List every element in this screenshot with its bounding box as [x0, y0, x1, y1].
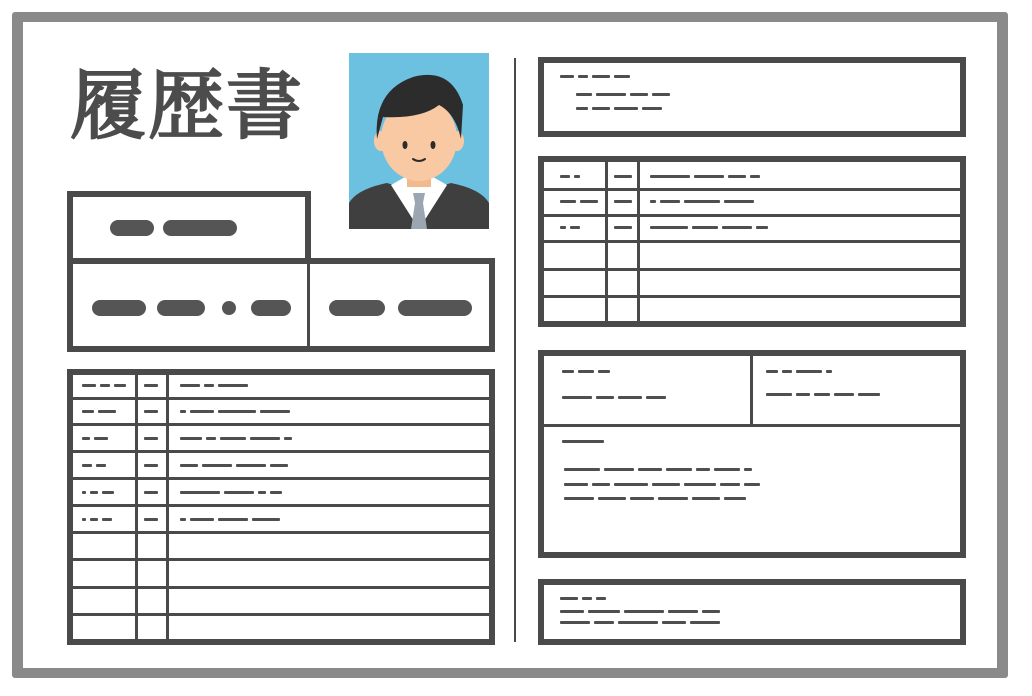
placeholder-text — [560, 597, 578, 600]
placeholder-text — [826, 370, 832, 373]
placeholder-text — [560, 226, 566, 229]
name-placeholder — [92, 300, 146, 316]
placeholder-text — [206, 437, 216, 440]
placeholder-text — [218, 410, 256, 413]
placeholder-text — [82, 518, 86, 521]
placeholder-text — [614, 175, 632, 178]
placeholder-text — [82, 464, 92, 467]
placeholder-text — [684, 200, 720, 203]
placeholder-text — [82, 410, 94, 413]
placeholder-text — [270, 491, 282, 494]
placeholder-text — [614, 483, 648, 486]
placeholder-text — [562, 440, 604, 443]
placeholder-text — [614, 200, 632, 203]
placeholder-text — [720, 483, 740, 486]
placeholder-text — [604, 468, 634, 471]
placeholder-text — [624, 610, 664, 613]
placeholder-text — [618, 396, 642, 399]
table-column-divider — [166, 373, 169, 641]
table-row-divider — [544, 214, 960, 217]
table-row-divider — [544, 268, 960, 271]
placeholder-text — [596, 597, 606, 600]
placeholder-text — [576, 93, 592, 96]
placeholder-text — [692, 226, 718, 229]
placeholder-text — [144, 491, 158, 494]
placeholder-text — [596, 93, 626, 96]
table-row-divider — [73, 450, 489, 453]
placeholder-text — [82, 491, 86, 494]
table-row-divider — [73, 613, 489, 616]
placeholder-text — [180, 518, 186, 521]
placeholder-text — [592, 483, 610, 486]
placeholder-text — [668, 610, 698, 613]
placeholder-text — [594, 621, 614, 624]
placeholder-text — [270, 464, 288, 467]
person-portrait-icon — [349, 53, 489, 229]
table-row-divider — [73, 558, 489, 561]
name-placeholder — [222, 301, 236, 315]
table-row-divider — [73, 504, 489, 507]
table-row-divider — [73, 477, 489, 480]
placeholder-text — [114, 384, 126, 387]
placeholder-text — [180, 437, 202, 440]
placeholder-text — [684, 483, 716, 486]
placeholder-text — [202, 464, 232, 467]
placeholder-text — [144, 437, 158, 440]
placeholder-text — [102, 491, 114, 494]
placeholder-text — [796, 393, 810, 396]
placeholder-text — [180, 464, 198, 467]
placeholder-text — [652, 93, 670, 96]
placeholder-text — [218, 384, 248, 387]
placeholder-text — [144, 518, 158, 521]
placeholder-text — [592, 107, 610, 110]
placeholder-text — [564, 497, 594, 500]
placeholder-text — [662, 621, 686, 624]
placeholder-text — [578, 75, 588, 78]
placeholder-text — [796, 370, 822, 373]
contact-box — [538, 57, 966, 137]
placeholder-text — [814, 393, 830, 396]
table-row-divider — [73, 423, 489, 426]
placeholder-text — [102, 518, 112, 521]
table-row-divider — [73, 531, 489, 534]
placeholder-text — [190, 518, 214, 521]
placeholder-text — [596, 396, 614, 399]
placeholder-text — [560, 175, 570, 178]
placeholder-text — [564, 483, 588, 486]
furigana-placeholder — [163, 220, 237, 236]
name-placeholder — [251, 300, 291, 316]
placeholder-text — [82, 437, 90, 440]
placeholder-text — [100, 384, 110, 387]
placeholder-text — [614, 226, 632, 229]
placeholder-text — [630, 497, 654, 500]
placeholder-text — [592, 75, 610, 78]
placeholder-text — [834, 393, 854, 396]
table-row-divider — [73, 397, 489, 400]
placeholder-text — [180, 491, 220, 494]
placeholder-text — [618, 621, 658, 624]
placeholder-text — [692, 497, 720, 500]
date-placeholder — [398, 300, 472, 316]
placeholder-text — [560, 621, 590, 624]
table-column-divider — [135, 373, 138, 641]
placeholder-text — [782, 370, 792, 373]
placeholder-text — [696, 468, 710, 471]
placeholder-text — [598, 497, 626, 500]
placeholder-text — [650, 175, 690, 178]
placeholder-text — [666, 468, 692, 471]
placeholder-text — [190, 410, 214, 413]
placeholder-text — [562, 396, 592, 399]
placeholder-text — [578, 370, 594, 373]
table-row-divider — [544, 295, 960, 298]
placeholder-text — [562, 370, 574, 373]
placeholder-text — [642, 107, 662, 110]
placeholder-text — [744, 468, 752, 471]
box-divider — [750, 356, 753, 426]
placeholder-text — [98, 410, 116, 413]
box-divider — [307, 262, 310, 348]
furigana-placeholder — [110, 220, 154, 236]
table-row-divider — [544, 240, 960, 243]
placeholder-text — [650, 200, 656, 203]
placeholder-text — [236, 464, 266, 467]
placeholder-text — [284, 437, 292, 440]
placeholder-text — [598, 370, 610, 373]
placeholder-text — [570, 226, 580, 229]
placeholder-text — [766, 393, 792, 396]
placeholder-text — [94, 437, 108, 440]
placeholder-text — [744, 483, 760, 486]
page-divider — [514, 58, 516, 642]
placeholder-text — [576, 107, 588, 110]
placeholder-text — [766, 370, 778, 373]
placeholder-text — [728, 175, 746, 178]
placeholder-text — [582, 597, 592, 600]
placeholder-text — [750, 175, 760, 178]
date-placeholder — [329, 300, 385, 316]
placeholder-text — [580, 200, 598, 203]
placeholder-text — [90, 491, 98, 494]
placeholder-text — [658, 497, 688, 500]
document-title: 履歴書 — [70, 61, 304, 150]
placeholder-text — [564, 468, 600, 471]
placeholder-text — [702, 610, 720, 613]
placeholder-text — [646, 396, 666, 399]
placeholder-text — [218, 518, 248, 521]
placeholder-text — [252, 518, 280, 521]
placeholder-text — [722, 226, 752, 229]
placeholder-text — [652, 483, 680, 486]
placeholder-text — [180, 410, 186, 413]
placeholder-text — [204, 384, 214, 387]
placeholder-text — [82, 384, 96, 387]
placeholder-text — [714, 468, 740, 471]
table-row-divider — [73, 586, 489, 589]
placeholder-text — [638, 468, 662, 471]
placeholder-text — [224, 491, 254, 494]
name-placeholder — [157, 300, 205, 316]
placeholder-text — [650, 226, 688, 229]
placeholder-text — [180, 384, 200, 387]
placeholder-text — [614, 75, 630, 78]
placeholder-text — [144, 464, 158, 467]
placeholder-text — [560, 200, 576, 203]
placeholder-text — [250, 437, 280, 440]
placeholder-text — [574, 175, 580, 178]
placeholder-text — [90, 518, 98, 521]
placeholder-text — [614, 107, 638, 110]
placeholder-text — [144, 410, 158, 413]
placeholder-text — [588, 610, 620, 613]
box-divider — [544, 424, 960, 427]
placeholder-text — [96, 464, 106, 467]
placeholder-text — [756, 226, 768, 229]
placeholder-text — [660, 200, 680, 203]
placeholder-text — [258, 491, 266, 494]
placeholder-text — [560, 75, 574, 78]
placeholder-text — [858, 393, 880, 396]
placeholder-text — [144, 384, 158, 387]
placeholder-text — [690, 621, 720, 624]
placeholder-text — [630, 93, 648, 96]
placeholder-text — [724, 200, 754, 203]
placeholder-text — [694, 175, 724, 178]
placeholder-text — [560, 610, 584, 613]
placeholder-text — [724, 497, 746, 500]
placeholder-text — [220, 437, 246, 440]
placeholder-text — [260, 410, 290, 413]
table-row-divider — [544, 188, 960, 191]
